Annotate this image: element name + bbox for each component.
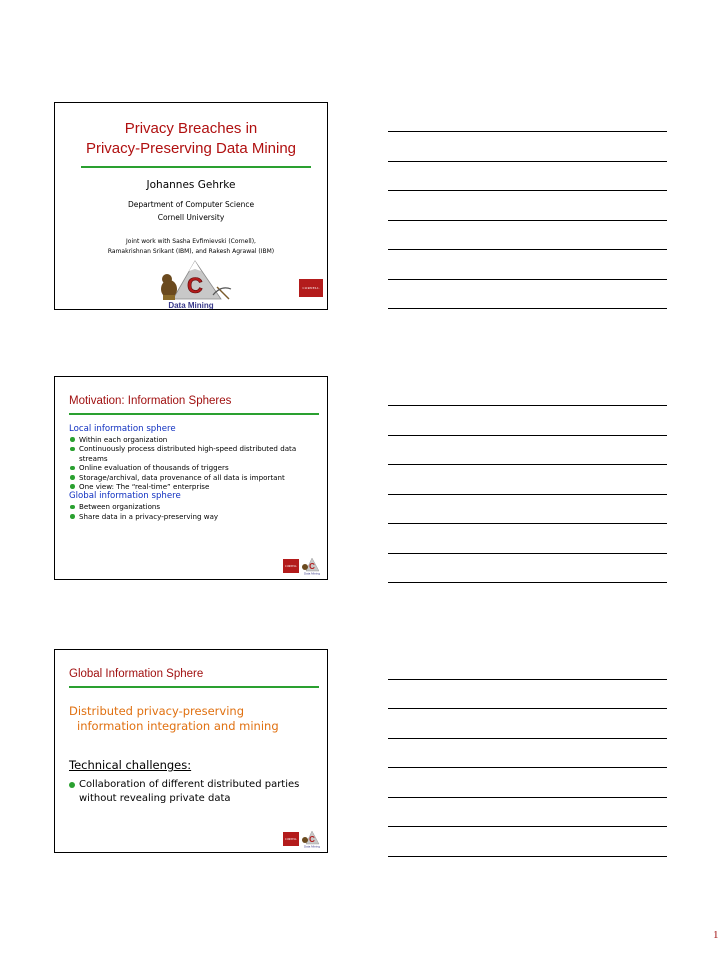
slide-2 [54,376,328,580]
list-item-text: Collaboration of different distributed parties without revealing private data [79,779,300,804]
note-line [388,405,667,406]
note-line [388,797,667,798]
note-line [388,494,667,495]
bullet-dot-icon [70,475,75,480]
note-line [388,308,667,309]
slide-1 [54,102,328,310]
list-item [69,778,319,806]
slide-2-content [69,424,321,521]
note-line [388,708,667,709]
slide-3-subtitle [69,704,279,734]
cornell-logo [299,279,323,297]
bullet-dot-icon [70,505,75,510]
bullet-dot-icon [70,466,75,471]
note-line [388,738,667,739]
cornell-logo-text: CORNELL [302,286,320,290]
title-rule [69,413,319,415]
university: Cornell University [157,213,225,222]
list-item-text: Share data in a privacy-preserving way [79,511,219,521]
note-line [388,279,667,280]
joint-line-2: Ramakrishnan Srikant (IBM), and Rakesh Agrawal (IBM) [107,248,275,255]
list-item-text: Within each organization [79,435,168,444]
list-item-text: Continuously process distributed high-speed distributed data streams [79,444,297,463]
footer-logos [283,557,323,575]
list-item [69,512,321,521]
list-item [69,444,321,463]
data-mining-logo [301,830,323,848]
slide-2-title: Motivation: Information Spheres [69,395,232,407]
slide-3-content [69,778,319,806]
svg-text:C: C [187,273,203,298]
cornell-logo-text: CORNELL [285,837,297,841]
bullet-dot-icon [70,514,75,519]
title-rule [69,686,319,688]
bullet-dot-icon [70,484,75,489]
note-line [388,435,667,436]
data-mining-logo-text: Data Mining [303,844,321,848]
global-sphere-header: Global information sphere [69,491,181,502]
footer-logos [283,830,323,848]
list-item [69,502,321,511]
title-rule [81,166,311,168]
local-sphere-header: Local information sphere [69,424,176,434]
data-mining-logo [155,259,235,309]
list-item [69,482,321,491]
bullet-dot-icon [69,782,75,788]
note-line [388,767,667,768]
list-item [69,473,321,482]
cornell-logo [283,559,299,573]
note-line [388,249,667,250]
data-mining-logo [301,557,323,575]
note-line [388,131,667,132]
note-line [388,190,667,191]
cornell-logo [283,832,299,846]
page-number: 1 [713,929,719,941]
joint-line-1: Joint work with Sasha Evfimievski (Cornell), [126,238,256,245]
department: Department of Computer Science [127,200,255,209]
note-line [388,826,667,827]
note-line [388,220,667,221]
list-item-text: Between organizations [79,502,161,512]
bullet-dot-icon [70,437,75,442]
svg-text:C: C [309,562,315,571]
slide-3 [54,649,328,853]
list-item-text: Storage/archival, data provenance of all data is important [79,472,285,482]
subtitle-line-1: Distributed privacy-preserving [69,704,244,718]
slide-1-title [55,119,327,159]
list-item [69,463,321,472]
note-line [388,582,667,583]
subtitle-line-2: information integration and mining [77,719,279,733]
bullet-dot-icon [70,447,75,452]
author-name: Johannes Gehrke [146,179,236,191]
data-mining-logo-text: Data Mining [168,301,214,309]
title-line-1: Privacy Breaches in [124,120,258,137]
joint-work-note [55,237,327,257]
note-line [388,161,667,162]
list-item [69,435,321,444]
list-item-text: Online evaluation of thousands of triggers [79,463,229,473]
note-line [388,679,667,680]
note-line [388,464,667,465]
title-line-2: Privacy-Preserving Data Mining [85,140,297,157]
slide-3-title: Global Information Sphere [69,668,204,680]
cornell-logo-text: CORNELL [285,564,297,568]
note-line [388,523,667,524]
data-mining-logo-text: Data Mining [303,571,321,575]
svg-text:C: C [309,835,315,844]
technical-challenges-header: Technical challenges: [69,758,192,772]
note-line [388,553,667,554]
list-item-text: One view: The “real-time” enterprise [79,482,210,492]
note-line [388,856,667,857]
